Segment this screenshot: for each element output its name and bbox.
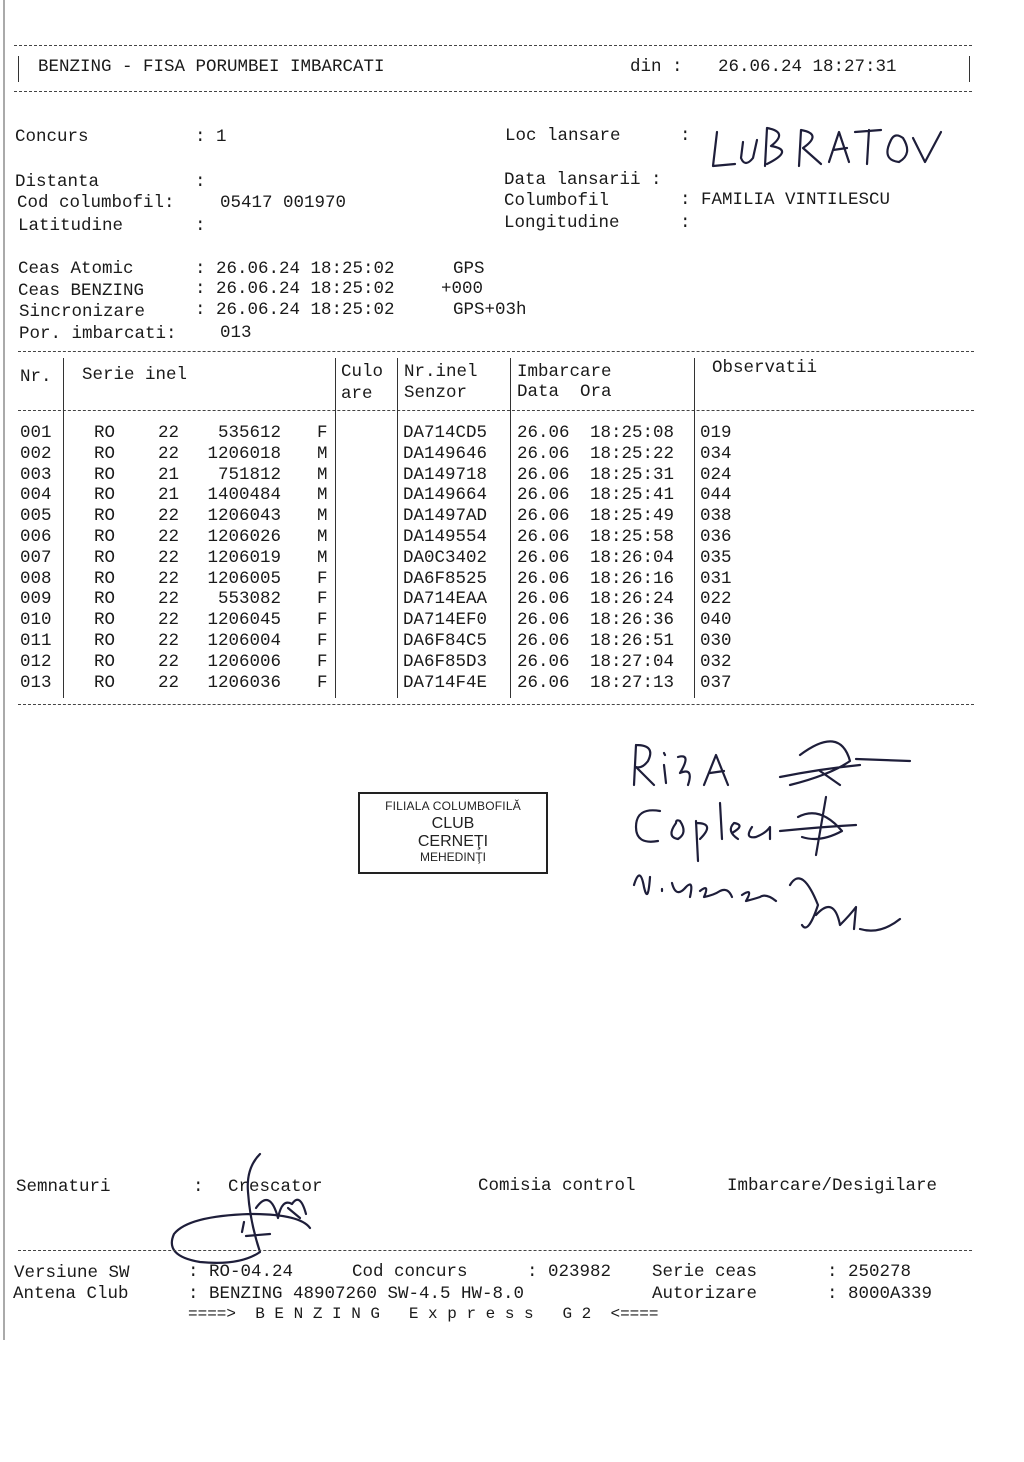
cell-sex: F	[317, 610, 328, 631]
latitudine-value: :	[195, 216, 206, 236]
table-row	[0, 465, 1000, 486]
loc-lansare-colon: :	[680, 126, 691, 146]
cell-senzor: DA6F85D3	[403, 651, 488, 672]
ceas-atomic-label: Ceas Atomic	[18, 259, 134, 279]
autorizare-value: : 8000A339	[827, 1284, 933, 1304]
svg-text:Mienea: Mienea	[620, 972, 624, 973]
benzing-brand-line: ====> B E N Z I N G E x p r e s s G 2 <====	[188, 1305, 659, 1323]
cell-obs: 019	[700, 423, 732, 443]
cell-data: 26.06	[517, 568, 570, 589]
cell-tara: RO	[94, 610, 116, 631]
cell-ora: 18:26:04	[590, 547, 675, 568]
stamp-line-4: MEHEDINŢI	[420, 850, 486, 864]
th-senzor: Senzor	[404, 383, 468, 403]
table-row	[0, 444, 1000, 465]
cell-obs: 044	[700, 485, 732, 506]
columbofil-value: : FAMILIA VINTILESCU	[680, 190, 891, 210]
cell-nr: 012	[20, 651, 52, 672]
th-culoare-2: are	[341, 384, 373, 404]
th-culoare-1: Culo	[341, 362, 384, 382]
cell-tara: RO	[94, 547, 116, 568]
cell-sex: F	[317, 651, 328, 672]
distanta-label: Distanta	[15, 172, 100, 192]
distanta-value: :	[195, 172, 206, 192]
cell-obs: 037	[700, 672, 732, 693]
table-header-rule	[18, 410, 974, 411]
cell-inel: 1206036	[207, 672, 281, 693]
cell-tara: RO	[94, 631, 116, 651]
cell-nr: 008	[20, 568, 52, 589]
cell-tara: RO	[94, 568, 116, 589]
table-row	[0, 589, 1000, 610]
din-label: din :	[630, 57, 683, 77]
cell-data: 26.06	[517, 527, 570, 547]
cell-inel: 1206018	[207, 443, 281, 464]
data-lansarii-label: Data lansarii :	[504, 170, 662, 190]
cell-ora: 18:25:08	[590, 423, 675, 443]
committee-signatures	[620, 715, 920, 975]
ceas-atomic-value: : 26.06.24 18:25:02	[195, 259, 395, 279]
table-row	[0, 527, 1000, 548]
th-data-ora: Data Ora	[517, 382, 612, 402]
cell-senzor: DA149718	[403, 464, 488, 485]
cell-data: 26.06	[517, 547, 570, 568]
cell-senzor: DA149646	[403, 443, 488, 464]
table-row	[0, 652, 1000, 673]
cell-sex: M	[317, 506, 328, 527]
table-row	[0, 548, 1000, 569]
footer-top-rule	[18, 1250, 972, 1251]
cell-an: 22	[158, 443, 180, 464]
sincronizare-label: Sincronizare	[19, 302, 146, 322]
cell-ora: 18:25:31	[590, 464, 675, 485]
cell-nr: 005	[20, 506, 52, 527]
cell-inel: 1206019	[207, 547, 281, 568]
cell-nr: 009	[20, 589, 52, 610]
cell-inel: 1206005	[207, 568, 281, 589]
cell-data: 26.06	[517, 443, 570, 464]
table-top-rule	[18, 351, 974, 352]
concurs-value: : 1	[195, 127, 227, 147]
cell-senzor: DA714F4E	[403, 672, 488, 693]
svg-text:LUBRATOV: LUBRATOV	[705, 178, 710, 179]
stamp-line-3: CERNEŢI	[417, 833, 489, 850]
cell-sex: M	[317, 485, 328, 506]
cell-ora: 18:25:49	[590, 506, 675, 527]
comisia-control-label: Comisia control	[478, 1176, 636, 1196]
cell-obs: 038	[700, 506, 732, 527]
header-right-bar	[969, 56, 970, 82]
cell-data: 26.06	[517, 589, 570, 610]
table-row	[0, 569, 1000, 590]
cell-ora: 18:26:24	[590, 589, 675, 610]
cell-ora: 18:25:22	[590, 443, 675, 464]
cell-nr: 003	[20, 464, 52, 485]
table-row	[0, 610, 1000, 631]
semnaturi-label: Semnaturi	[16, 1177, 111, 1197]
cell-sex: F	[317, 672, 328, 693]
cell-inel: 1400484	[207, 485, 281, 506]
ceas-atomic-extra: GPS	[453, 259, 485, 279]
cell-an: 22	[158, 527, 180, 547]
cell-ora: 18:26:51	[590, 631, 675, 651]
th-serie-inel: Serie inel	[82, 365, 188, 385]
cell-inel: 1206026	[207, 527, 281, 547]
cod-concurs-label: Cod concurs	[352, 1262, 468, 1282]
serie-ceas-label: Serie ceas	[652, 1262, 758, 1282]
cell-senzor: DA149664	[403, 485, 488, 506]
cell-obs: 040	[700, 610, 732, 631]
cell-sex: M	[317, 443, 328, 464]
cell-tara: RO	[94, 527, 116, 547]
cell-senzor: DA0C3402	[403, 547, 488, 568]
cell-tara: RO	[94, 589, 116, 610]
cod-columbofil-label: Cod columbofil:	[17, 193, 175, 213]
cell-tara: RO	[94, 464, 116, 485]
crescator-label: Crescator	[228, 1177, 323, 1197]
longitudine-value: :	[680, 213, 691, 233]
cell-obs: 032	[700, 651, 732, 672]
ceas-benzing-value: : 26.06.24 18:25:02	[195, 279, 395, 299]
svg-text:Coplea: Coplea	[620, 971, 624, 972]
cell-senzor: DA149554	[403, 527, 488, 547]
autorizare-label: Autorizare	[652, 1284, 758, 1304]
semnaturi-colon: :	[193, 1177, 204, 1197]
cell-sex: F	[317, 589, 328, 610]
cell-data: 26.06	[517, 651, 570, 672]
cell-an: 22	[158, 423, 180, 443]
stamp-line-2: CLUB	[431, 815, 475, 832]
cell-data: 26.06	[517, 423, 570, 443]
cell-nr: 004	[20, 485, 52, 506]
cell-an: 22	[158, 631, 180, 651]
table-row	[0, 673, 1000, 694]
cell-ora: 18:25:41	[590, 485, 675, 506]
cell-tara: RO	[94, 423, 116, 443]
antena-club-value: : BENZING 48907260 SW-4.5 HW-8.0	[188, 1284, 525, 1304]
cell-an: 21	[158, 464, 180, 485]
cell-data: 26.06	[517, 631, 570, 651]
cell-obs: 036	[700, 527, 732, 547]
concurs-label: Concurs	[15, 127, 89, 147]
cell-inel: 1206006	[207, 651, 281, 672]
cell-an: 22	[158, 651, 180, 672]
cell-ora: 18:27:04	[590, 651, 675, 672]
cell-obs: 035	[700, 547, 732, 568]
cell-senzor: DA6F84C5	[403, 631, 488, 651]
cell-tara: RO	[94, 485, 116, 506]
cell-senzor: DA714EF0	[403, 610, 488, 631]
por-imbarcati-label: Por. imbarcati:	[19, 324, 177, 344]
cell-inel: 553082	[217, 589, 281, 610]
cell-obs: 022	[700, 589, 732, 610]
cell-data: 26.06	[517, 485, 570, 506]
ceas-benzing-extra: +000	[441, 279, 484, 299]
cell-an: 22	[158, 672, 180, 693]
table-row	[0, 485, 1000, 506]
cell-an: 22	[158, 610, 180, 631]
serie-ceas-value: : 250278	[827, 1262, 912, 1282]
cell-inel: 535612	[217, 423, 281, 443]
cell-an: 22	[158, 568, 180, 589]
cell-tara: RO	[94, 672, 116, 693]
cell-an: 21	[158, 485, 180, 506]
cell-nr: 002	[20, 443, 52, 464]
cell-senzor: DA714CD5	[403, 423, 488, 443]
cell-sex: M	[317, 527, 328, 547]
loc-lansare-handwritten	[705, 118, 950, 180]
th-imbarcare: Imbarcare	[517, 362, 612, 382]
table-row	[0, 423, 1000, 444]
cell-an: 22	[158, 589, 180, 610]
cell-nr: 011	[20, 631, 52, 651]
cell-inel: 1206043	[207, 506, 281, 527]
columbofil-label: Columbofil	[504, 191, 610, 211]
document-title: BENZING - FISA PORUMBEI IMBARCATI	[38, 57, 385, 77]
cell-nr: 007	[20, 547, 52, 568]
table-bottom-rule	[18, 704, 974, 705]
cod-columbofil-value: 05417 001970	[220, 193, 347, 213]
cell-data: 26.06	[517, 610, 570, 631]
cell-obs: 030	[700, 631, 732, 651]
sincronizare-value: : 26.06.24 18:25:02	[195, 300, 395, 320]
versiune-sw-label: Versiune SW	[14, 1263, 130, 1283]
loc-lansare-label: Loc lansare	[505, 126, 621, 146]
cell-inel: 1206045	[207, 610, 281, 631]
cell-ora: 18:26:36	[590, 610, 675, 631]
print-datetime: 26.06.24 18:27:31	[718, 57, 897, 77]
sincronizare-extra: GPS+03h	[453, 300, 527, 320]
cell-an: 22	[158, 506, 180, 527]
cell-nr: 010	[20, 610, 52, 631]
th-observatii: Observatii	[712, 358, 818, 378]
header-bottom-rule	[14, 91, 972, 92]
cell-tara: RO	[94, 506, 116, 527]
cell-sex: M	[317, 547, 328, 568]
th-nr: Nr.	[20, 367, 52, 387]
cell-sex: M	[317, 464, 328, 485]
por-imbarcati-value: 013	[220, 323, 252, 343]
ceas-benzing-label: Ceas BENZING	[18, 281, 145, 301]
cell-ora: 18:26:16	[590, 568, 675, 589]
cell-nr: 006	[20, 527, 52, 547]
cell-inel: 1206004	[207, 631, 281, 651]
cell-obs: 034	[700, 443, 732, 464]
header-left-bar	[18, 56, 19, 82]
latitudine-label: Latitudine	[18, 216, 124, 236]
cell-nr: 001	[20, 423, 52, 443]
cell-obs: 024	[700, 464, 732, 485]
cell-obs: 031	[700, 568, 732, 589]
versiune-sw-value: : RO-04.24	[188, 1262, 294, 1282]
cell-senzor: DA6F8525	[403, 568, 488, 589]
cell-an: 22	[158, 547, 180, 568]
th-nr-inel: Nr.inel	[404, 362, 478, 382]
table-row	[0, 631, 1000, 652]
cell-data: 26.06	[517, 464, 570, 485]
cell-senzor: DA714EAA	[403, 589, 488, 610]
stamp-line-1: FILIALA COLUMBOFILĂ	[385, 799, 521, 813]
cell-sex: F	[317, 568, 328, 589]
table-row	[0, 506, 1000, 527]
imbarcare-desigilare-label: Imbarcare/Desigilare	[727, 1176, 938, 1196]
club-stamp	[358, 792, 548, 874]
cell-tara: RO	[94, 443, 116, 464]
cell-nr: 013	[20, 672, 52, 693]
header-top-rule	[14, 45, 972, 46]
cell-senzor: DA1497AD	[403, 506, 488, 527]
cell-data: 26.06	[517, 506, 570, 527]
cell-ora: 18:25:58	[590, 527, 675, 547]
cell-ora: 18:27:13	[590, 672, 675, 693]
cell-tara: RO	[94, 651, 116, 672]
cell-inel: 751812	[217, 464, 281, 485]
cod-concurs-value: : 023982	[527, 1262, 612, 1282]
svg-text:Riza: Riza	[620, 970, 623, 971]
longitudine-label: Longitudine	[504, 213, 620, 233]
cell-sex: F	[317, 631, 328, 651]
cell-data: 26.06	[517, 672, 570, 693]
cell-sex: F	[317, 423, 328, 443]
antena-club-label: Antena Club	[13, 1284, 129, 1304]
